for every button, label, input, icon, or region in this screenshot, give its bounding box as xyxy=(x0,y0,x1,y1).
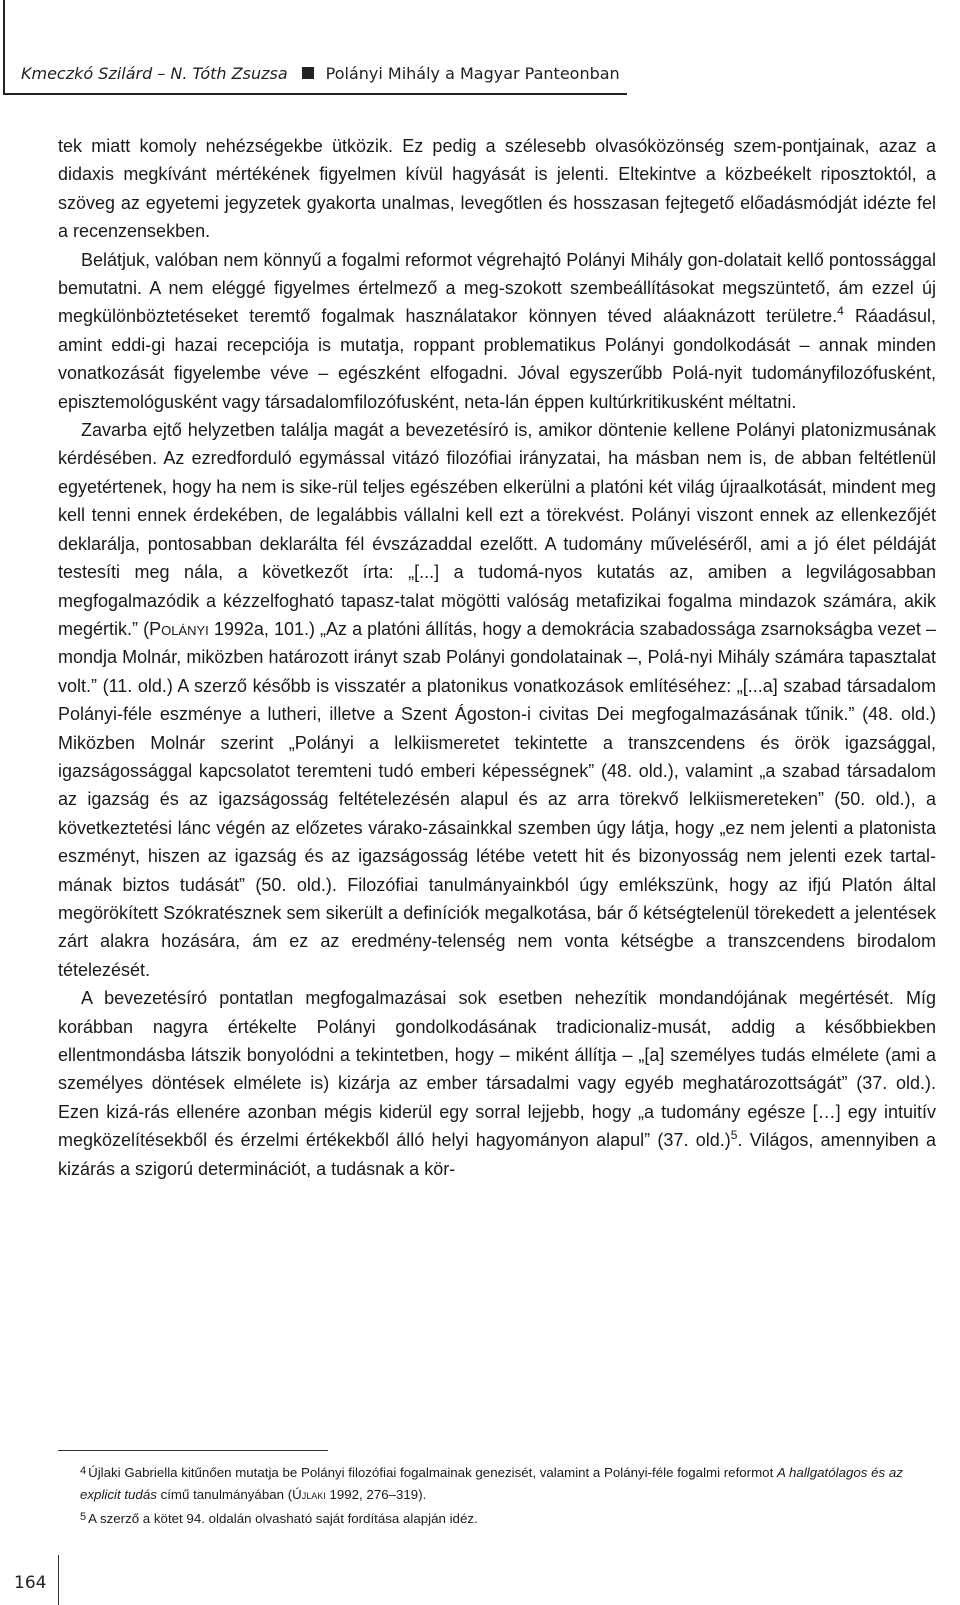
paragraph-2-part-b: Ráadásul, amint eddi-gi hazai recepciója is mutatja, roppant problematikus Polányi gondolkodását – annak minden vonatkozását figyelembe véve – egészként elfogadni. Jóval egyszerűbb Polá-nyit tudományfilozófusként, episztemológusként vagy társadalomfilozófusként, neta-lán éppen kultúrkritikusként méltatni. xyxy=(58,306,936,412)
page-number: 164 xyxy=(14,1573,47,1593)
citation-author-polanyi: Polányi xyxy=(149,618,209,639)
paragraph-2 xyxy=(58,246,936,416)
footnote-4-text-a: Újlaki Gabriella kitűnően mutatja be Polányi filozófiai fogalmainak genezisét, valamint a Polányi-féle fogalmi reformot xyxy=(88,1465,777,1480)
paragraph-1: tek miatt komoly nehézségekbe ütközik. Ez pedig a szélesebb olvasóközönség szem-pontjainak, azaz a didaxis megkívánt mértékének figyelmen kívül hagyását is jelenti. Eltekintve a közbeékelt riposztoktól, a szöveg az egyetemi jegyzetek gyakorta unalmas, levegőtlen és hosszasan fejtegető előadásmódját idézte fel a recenzensekben. xyxy=(58,136,936,242)
page-number-rule xyxy=(58,1555,59,1605)
header-frame-left-rule xyxy=(3,0,5,95)
footnote-separator xyxy=(58,1450,328,1451)
footnote-4-number: 4 xyxy=(80,1465,87,1477)
paragraph-2-part-a: Belátjuk, valóban nem könnyű a fogalmi reformot végrehajtó Polányi Mihály gon-dolatait kellő pontossággal bemutatni. A nem eléggé figyelmes értelmező a meg-szokott szembeállításokat megszüntető, ám ezzel új megkülönböztetéseket teremtő fogalmak használatakor könnyen téved aláaknázott területre. xyxy=(58,249,936,327)
paragraph-3 xyxy=(58,416,936,984)
footnotes xyxy=(80,1460,936,1530)
footnote-5-text: A szerző a kötet 94. oldalán olvasható saját fordítása alapján idéz. xyxy=(88,1511,478,1526)
running-head xyxy=(21,64,620,83)
footnote-5-number: 5 xyxy=(80,1511,87,1523)
paragraph-3-part-a: Zavarba ejtő helyzetben találja magát a bevezetésíró is, amikor döntenie kellene Polányi platonizmusának kérdésében. Az ezredforduló egymással vitázó filozófiai irányzatai, ha másban nem is, de abban feltétlenül egyetértenek, hogy ha nem is sike-rül teljes egészében elkerülni a platóni két világ újraalkotását, mindent meg kell tenni ennek érdekében, de legalábbis vállalni kell ezt a törekvést. Polányi viszont ennek az ellenkezőjét deklarálja, pontosabban deklarálta fél évszázaddal ezelőtt. A tudomány műveléséről, ami a jó élet példáját testesíti meg nála, a következőt írta: „[...] a tudomá-nyos kutatás az, amiben a legvilágosabban megfogalmazódik a kézzelfogható tapasz-talat mögötti valóság metafizikai fogalma mindazok számára, akik megértik.” ( xyxy=(58,420,936,639)
running-head-title: Polányi Mihály a Magyar Panteonban xyxy=(325,64,620,83)
paragraph-4-part-b: . Világos, amennyiben a kizárás a szigorú determinációt, a tudásnak a kör- xyxy=(58,1130,937,1179)
header-frame-bottom-rule xyxy=(3,93,627,95)
footnote-ref-5[interactable]: 5 xyxy=(730,1128,738,1143)
footnote-4-text-b: című tanulmányában ( xyxy=(156,1487,293,1502)
footnote-ref-4[interactable]: 4 xyxy=(837,304,844,319)
footnote-4-citation: Újlaki xyxy=(292,1487,326,1502)
footnote-4 xyxy=(80,1460,936,1506)
body-text xyxy=(58,132,936,1183)
paragraph-4-part-a: A bevezetésíró pontatlan megfogalmazásai sok esetben nehezítik mondandójának megértését. Míg korábban nagyra értékelte Polányi gondolkodásának tradicionaliz-musát, addig a későbbiekben ellentmondásba látszik bonyolódni a tekintetben, hogy – miként állítja – „[a] személyes tudás elmélete (ami a személyes döntések elmélete is) kizárja az ember társadalmi vagy egyéb meghatározottságát” (37. old.). Ezen kizá-rás ellenére azonban mégis kiderül egy sorral lejjebb, hogy „a tudomány egésze […] egy intuitív megközelítésekből és érzelmi értékekből álló helyi hagyományon alapul” (37. old.) xyxy=(58,988,936,1151)
footnote-5 xyxy=(80,1506,936,1530)
paragraph-4 xyxy=(58,984,936,1183)
running-head-authors: Kmeczkó Szilárd – N. Tóth Zsuzsa xyxy=(21,64,288,83)
square-bullet-icon xyxy=(302,67,314,79)
paragraph-3-part-b: 1992a, 101.) „Az a platóni állítás, hogy a demokrácia szabadossága zsarnokságba vezet – mondja Molnár, miközben határozott irányt szab Polányi gondolatainak –, Polá-nyi Mihály számára tapasztalat volt.” (11. old.) A szerző később is visszatér a platonikus vonatkozások említéséhez: „[...a] szabad társadalom Polányi-féle eszménye a lutheri, illetve a Szent Ágoston-i civitas Dei megfogalmazásának tűnik.” (48. old.) Miközben Molnár szerint „Polányi a lelkiismeretet tekintette a transzcendens és örök igazsággal, igazságossággal kapcsolatot teremteni tudó emberi képességnek” (48. old.), valamint „a szabad társadalom az igazság és az igazságosság feltételezésén alapul és az arra törekvő lelkiismereteken” (50. old.), a következtetési lánc végén az előzetes várako-zásainkkal szemben úgy látja, hogy „ez nem jelenti a platonista eszményt, hiszen az igazság és az igazságosság létébe vetett hit és bizonyosság nem jelenti ezek tartal-mának biztos tudását” (50. old.). Filozófiai tanulmányainkból úgy emlékszünk, hogy az ifjú Platón által megörökített Szókratésznek sem sikerült a definíciók megalkotása, bár ő kétségtelenül törekedett a jelentések zárt alakra hozására, ám ez az eredmény-telenség nem vonta kétségbe a transzcendens birodalom tételezését. xyxy=(58,618,936,980)
footnote-4-title: A hallgatólagos és az explicit tudás xyxy=(80,1465,903,1502)
footnote-4-text-c: 1992, 276–319). xyxy=(325,1487,427,1502)
